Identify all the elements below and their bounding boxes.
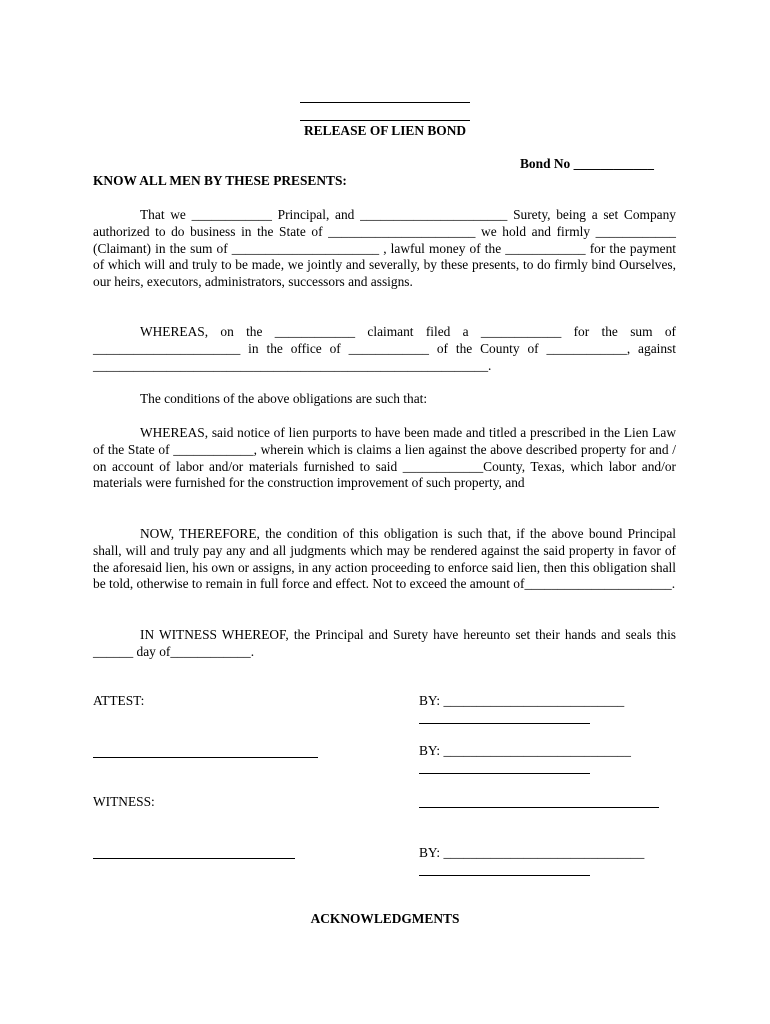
- paragraph-in-witness: IN WITNESS WHEREOF, the Principal and Surety have hereunto set their hands and seals this ______ day of____________.: [93, 627, 676, 659]
- signature-continuation-line-1: [419, 723, 590, 724]
- header-blank-line-1: [300, 102, 470, 103]
- document-title: RELEASE OF LIEN BOND: [303, 123, 467, 138]
- witness-label: WITNESS:: [93, 794, 155, 809]
- paragraph-whereas-lien: WHEREAS, said notice of lien purports to have been made and titled a prescribed in the Lien Law of the State of ____________, wherein which is claims a lien against the above described property for and / on account of labor and/or materials furnished to said ____________County, Texas, which labor and/or materials were furnished for the construction improvement of such property, and: [93, 425, 676, 491]
- signature-continuation-line-3: [419, 875, 590, 876]
- header-blank-line-2: [300, 120, 470, 121]
- paragraph-parties: That we ____________ Principal, and ______________________ Surety, being a set Company authorized to do business in the State of ______________________ we hold and firmly ____________ (Claimant) in the sum of ______________________ , lawful money of the ____________ for the payment of which will and truly to be made, we jointly and severally, by these presents, to do firmly bind Ourselves, our heirs, executors, administrators, successors and assigns.: [93, 207, 676, 290]
- bond-number: Bond No ____________: [520, 156, 654, 171]
- paragraph-now-therefore: NOW, THEREFORE, the condition of this obligation is such that, if the above bound Principal shall, will and truly pay any and all judgments which may be rendered against the said property in favor of the aforesaid lien, his own or assigns, in any action proceeding to enforce said lien, then this obligation shall be told, otherwise to remain in full force and effect. Not to exceed the amount of______________________.: [93, 526, 676, 592]
- attest-signature-line: [93, 757, 318, 758]
- paragraph-whereas-claim: WHEREAS, on the ____________ claimant filed a ____________ for the sum of ______________________ in the office of ____________ of the County of ____________, against ___________________________________________________________.: [93, 324, 676, 373]
- by-signature-line-1: BY: ___________________________: [419, 693, 625, 708]
- signature-line-3: [419, 807, 659, 808]
- acknowledgments-heading: ACKNOWLEDGMENTS: [310, 911, 460, 926]
- section-heading: KNOW ALL MEN BY THESE PRESENTS:: [93, 173, 347, 188]
- witness-signature-line: [93, 858, 295, 859]
- by-signature-line-3: BY: ______________________________: [419, 845, 645, 860]
- by-signature-line-2: BY: ____________________________: [419, 743, 631, 758]
- paragraph-conditions: The conditions of the above obligations are such that:: [140, 391, 428, 406]
- signature-continuation-line-2: [419, 773, 590, 774]
- attest-label: ATTEST:: [93, 693, 145, 708]
